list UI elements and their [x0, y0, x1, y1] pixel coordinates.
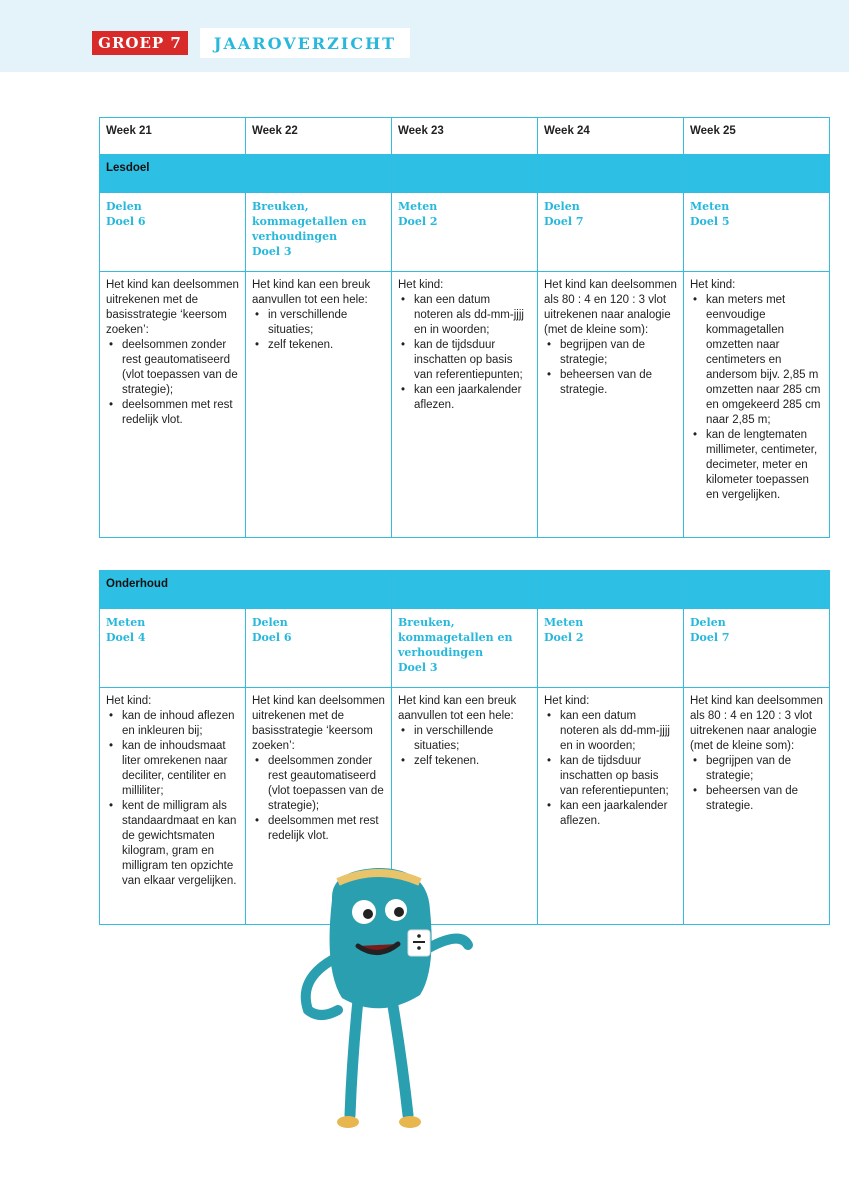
onderhoud-band — [100, 571, 830, 609]
bullet-item: • zelf tekenen. — [268, 338, 385, 353]
goal-cell — [392, 609, 538, 688]
bullet-item: • kan de tijdsduur inschatten op basis van referentiepunten; — [414, 338, 531, 383]
description-intro: Het kind kan deelsommen uitrekenen met de basisstrategie ‘keersom zoeken’: — [106, 279, 239, 336]
goal-title: Breuken, kommagetallen en verhoudingen — [398, 616, 513, 659]
goal-cell — [684, 609, 830, 688]
goal-cell — [100, 193, 246, 272]
bullet-item: • kan een datum noteren als dd-mm-jjjj en in woorden; — [414, 293, 531, 338]
mascot-illustration — [280, 860, 480, 1140]
description-cell — [684, 272, 830, 538]
section-label: Onderhoud — [100, 571, 246, 609]
bullet-item: • in verschillende situaties; — [414, 724, 531, 754]
goal-cell — [538, 193, 684, 272]
bullet-list — [544, 709, 677, 829]
bullet-list — [106, 338, 239, 428]
goal-row — [100, 193, 830, 272]
goal-title: Delen — [690, 616, 726, 629]
bullet-item: • deelsommen zonder rest geautomatiseerd (vlot toepassen van de strategie); — [122, 338, 239, 398]
description-cell — [538, 688, 684, 925]
goal-number: Doel 3 — [252, 245, 292, 258]
bullet-list — [544, 338, 677, 398]
bullet-item: • deelsommen zonder rest geautomatiseerd (vlot toepassen van de strategie); — [268, 754, 385, 814]
bullet-item: • kan de lengtematen millimeter, centimeter, decimeter, meter en kilometer toepassen en vergelijken. — [706, 428, 823, 503]
description-cell — [684, 688, 830, 925]
week-header: Week 24 — [538, 118, 684, 155]
goal-number: Doel 6 — [252, 631, 292, 644]
goal-number: Doel 3 — [398, 661, 438, 674]
description-intro: Het kind kan deelsommen als 80 : 4 en 120 : 3 vlot uitrekenen naar analogie (met de kleine som): — [544, 279, 677, 336]
bullet-list — [690, 754, 823, 814]
bullet-item: • zelf tekenen. — [414, 754, 531, 769]
description-intro: Het kind: — [106, 695, 152, 707]
description-intro: Het kind: — [544, 695, 590, 707]
description-intro: Het kind: — [398, 279, 444, 291]
description-cell — [392, 272, 538, 538]
goal-row — [100, 609, 830, 688]
bullet-item: • kan een jaarkalender aflezen. — [560, 799, 677, 829]
bullet-item: • kan de inhoudsmaat liter omrekenen naar deciliter, centiliter en milliliter; — [122, 739, 239, 799]
description-cell — [538, 272, 684, 538]
description-intro: Het kind kan een breuk aanvullen tot een hele: — [398, 695, 517, 722]
bullet-item: • beheersen van de strategie. — [560, 368, 677, 398]
goal-number: Doel 2 — [544, 631, 584, 644]
week-header: Week 25 — [684, 118, 830, 155]
week-header: Week 23 — [392, 118, 538, 155]
goal-cell — [246, 609, 392, 688]
bullet-item: • kan de inhoud aflezen en inkleuren bij; — [122, 709, 239, 739]
lesdoel-band — [100, 155, 830, 193]
bullet-list — [252, 308, 385, 353]
goal-title: Delen — [252, 616, 288, 629]
description-intro: Het kind kan deelsommen uitrekenen met de basisstrategie ‘keersom zoeken’: — [252, 695, 385, 752]
goal-title: Delen — [106, 200, 142, 213]
bullet-item: • kan de tijdsduur inschatten op basis van referentiepunten; — [560, 754, 677, 799]
goal-title: Meten — [690, 200, 730, 213]
goal-number: Doel 5 — [690, 215, 730, 228]
description-intro: Het kind kan een breuk aanvullen tot een hele: — [252, 279, 371, 306]
groep-badge: GROEP 7 — [92, 31, 188, 55]
goal-cell — [538, 609, 684, 688]
week-header-row — [100, 118, 830, 155]
bullet-item: • beheersen van de strategie. — [706, 784, 823, 814]
goal-cell — [684, 193, 830, 272]
goal-cell — [392, 193, 538, 272]
goal-title: Meten — [544, 616, 584, 629]
bullet-item: • kan een datum noteren als dd-mm-jjjj en in woorden; — [560, 709, 677, 754]
bullet-list — [106, 709, 239, 889]
bullet-item: • kan meters met eenvoudige kommagetallen omzetten naar centimeters en andersom bijv. 2,85 m omzetten naar 285 cm en omgekeerd 285 cm naar 2,85 m; — [706, 293, 823, 428]
bullet-list — [398, 724, 531, 769]
goal-title: Meten — [398, 200, 438, 213]
description-cell — [100, 688, 246, 925]
goal-title: Delen — [544, 200, 580, 213]
goal-number: Doel 2 — [398, 215, 438, 228]
goal-number: Doel 4 — [106, 631, 146, 644]
goal-title: Breuken, kommagetallen en verhoudingen — [252, 200, 367, 243]
description-row — [100, 272, 830, 538]
bullet-item: • begrijpen van de strategie; — [706, 754, 823, 784]
bullet-list — [690, 293, 823, 503]
lesdoel-table — [99, 117, 830, 538]
goal-number: Doel 7 — [544, 215, 584, 228]
top-wave-edge — [0, 62, 849, 78]
bullet-list — [398, 293, 531, 413]
week-header: Week 21 — [100, 118, 246, 155]
bullet-item: • kent de milligram als standaardmaat en kan de gewichtsmaten kilogram, gram en milligram ten opzichte van elkaar vergelijken. — [122, 799, 239, 889]
description-intro: Het kind: — [690, 279, 736, 291]
goal-number: Doel 6 — [106, 215, 146, 228]
goal-cell — [246, 193, 392, 272]
goal-number: Doel 7 — [690, 631, 730, 644]
goal-cell — [100, 609, 246, 688]
bullet-item: • deelsommen met rest redelijk vlot. — [268, 814, 385, 844]
bullet-item: • in verschillende situaties; — [268, 308, 385, 338]
bullet-item: • kan een jaarkalender aflezen. — [414, 383, 531, 413]
week-header: Week 22 — [246, 118, 392, 155]
bullet-item: • begrijpen van de strategie; — [560, 338, 677, 368]
description-intro: Het kind kan deelsommen als 80 : 4 en 120 : 3 vlot uitrekenen naar analogie (met de kleine som): — [690, 695, 823, 752]
goal-title: Meten — [106, 616, 146, 629]
description-cell — [100, 272, 246, 538]
bullet-item: • deelsommen met rest redelijk vlot. — [122, 398, 239, 428]
bullet-list — [252, 754, 385, 844]
description-cell — [246, 272, 392, 538]
page-title: JAAROVERZICHT — [200, 28, 410, 58]
section-label: Lesdoel — [100, 155, 246, 193]
